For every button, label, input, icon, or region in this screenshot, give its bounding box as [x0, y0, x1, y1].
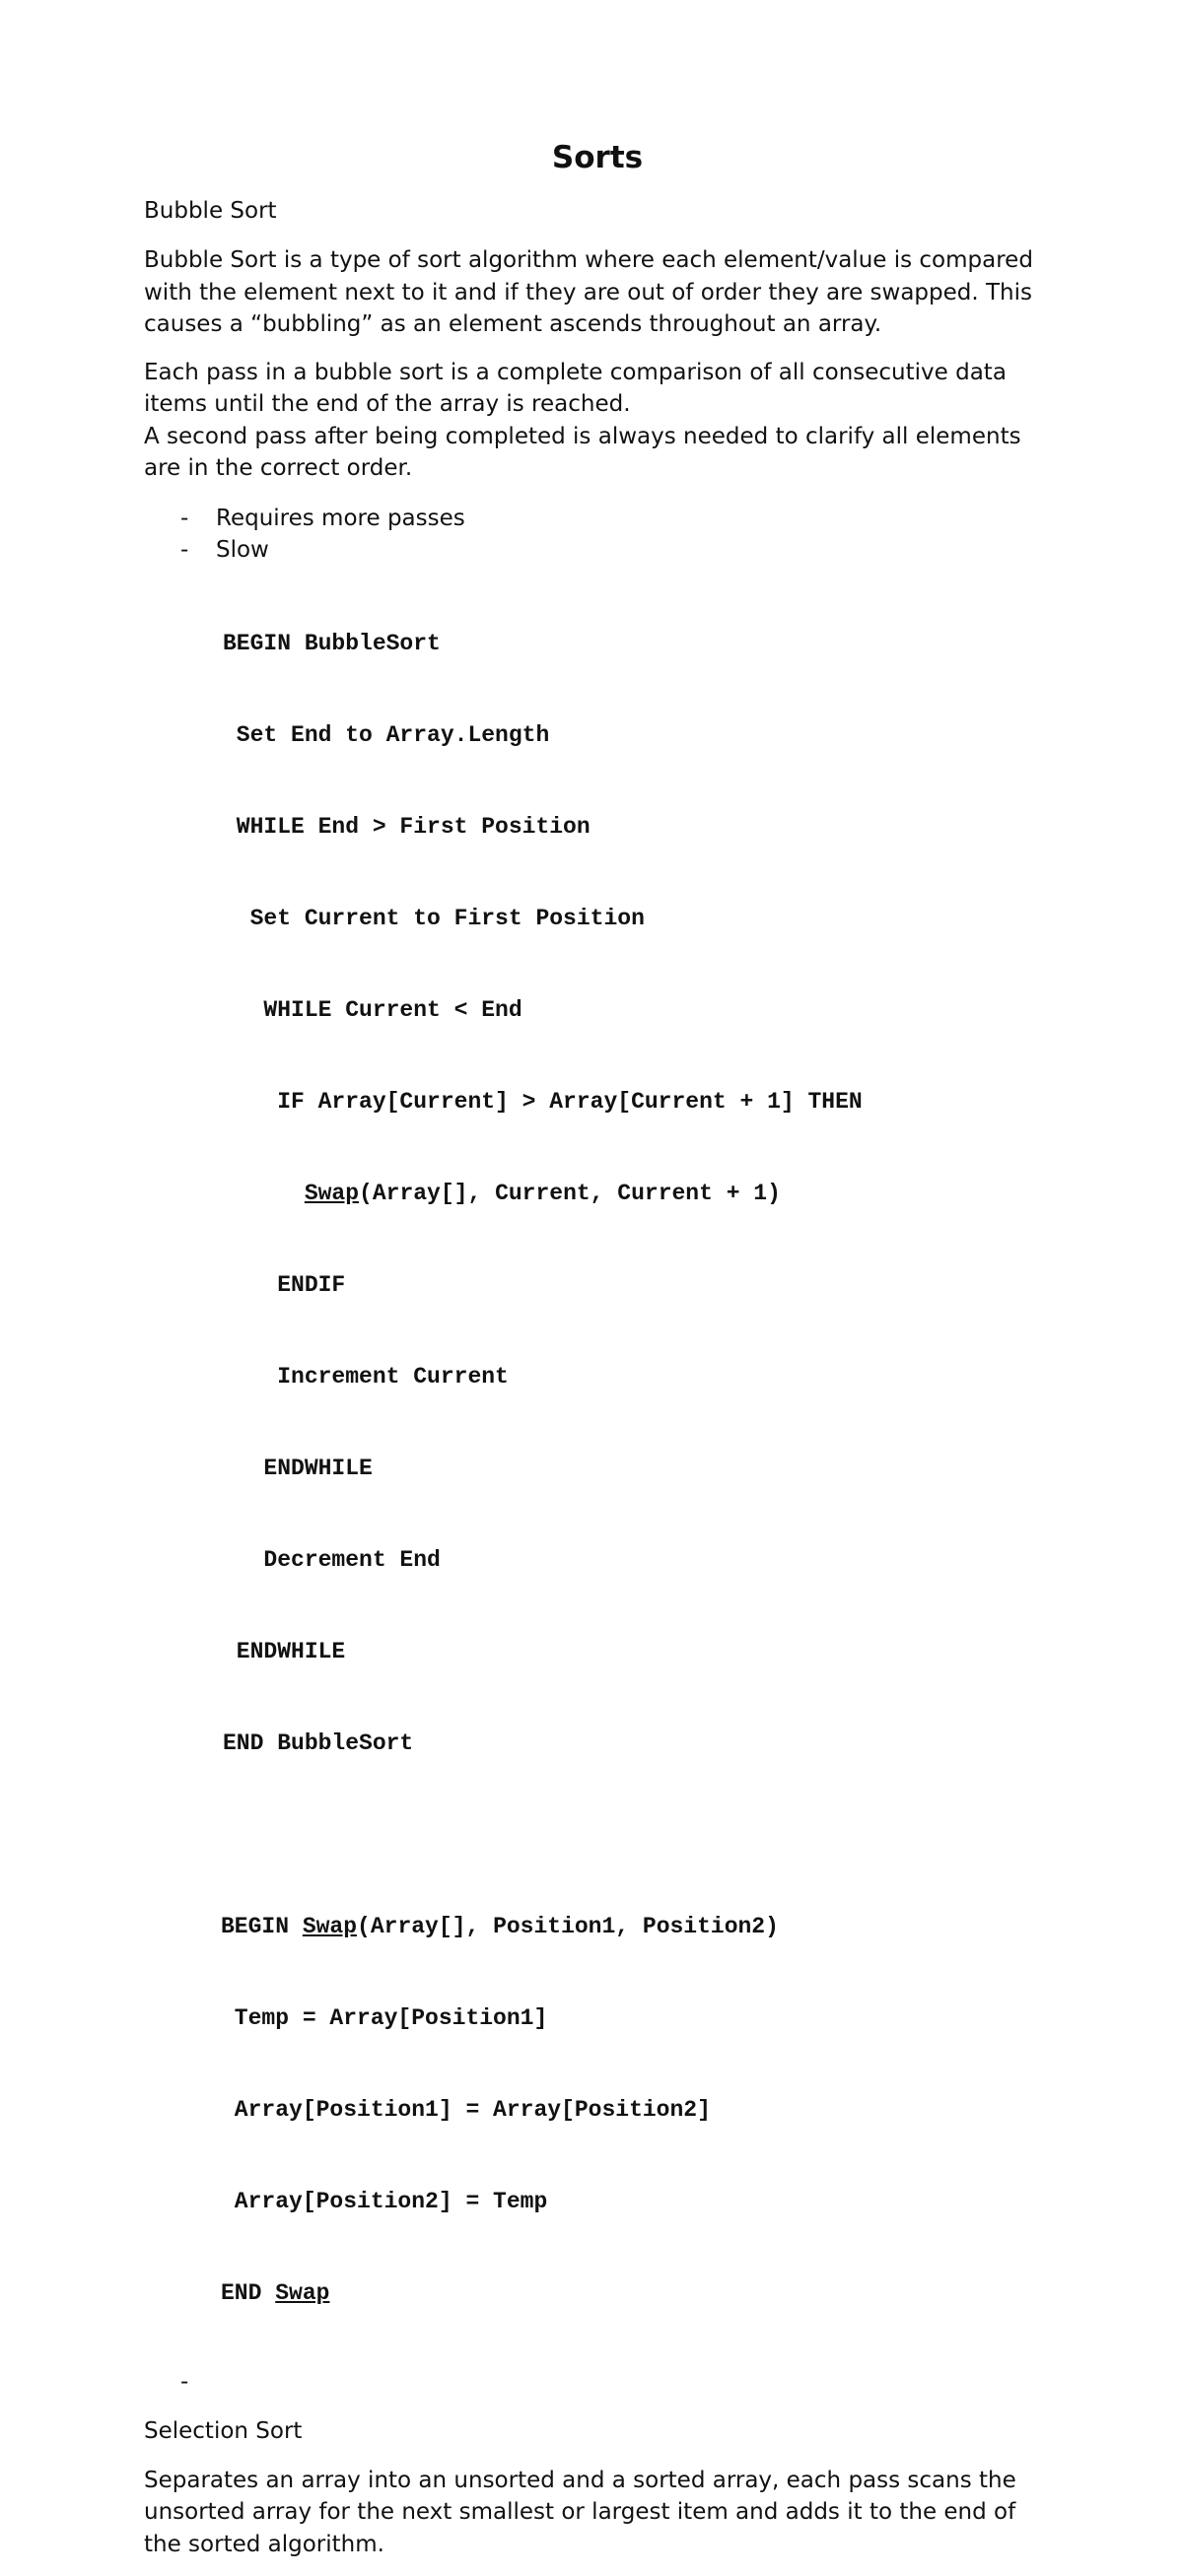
bubble-sort-description: Bubble Sort is a type of sort algorithm where each element/value is compared with the element next to it and if they are out of order they are swapped. This causes a “bubbling” as an element ascends throughout an array. — [144, 247, 1033, 337]
code-line: WHILE End > First Position — [223, 813, 591, 840]
swap-args: (Array[], Current, Current + 1) — [359, 1180, 781, 1206]
page-title: Sorts — [551, 140, 644, 175]
code-line — [223, 1179, 1051, 1209]
swap-pseudocode — [221, 1851, 1051, 2370]
bullet-marker: - — [180, 536, 189, 563]
code-indent — [223, 1181, 305, 1206]
code-line: Increment Current — [223, 1363, 509, 1390]
code-line: END BubbleSort — [223, 1729, 414, 1756]
code-line: ENDIF — [223, 1271, 346, 1298]
swap-name: Swap — [275, 2279, 330, 2306]
bubble-sort-pseudocode — [223, 568, 1051, 1820]
list-item — [144, 503, 1051, 534]
swap-name: Swap — [302, 1913, 358, 1939]
code-line — [221, 1912, 1051, 1942]
bubble-sort-heading: Bubble Sort — [144, 198, 277, 224]
code-keyword: BEGIN — [221, 1913, 303, 1939]
code-line: Set End to Array.Length — [223, 721, 550, 748]
code-line: Decrement End — [223, 1546, 441, 1573]
bullet-marker: - — [180, 505, 189, 531]
bubble-sort-second-pass-note: A second pass after being completed is always needed to clarify all elements are in the correct order. — [144, 423, 1021, 481]
list-item — [144, 534, 1051, 566]
code-line: Array[Position2] = Temp — [221, 2188, 548, 2214]
code-line: IF Array[Current] > Array[Current + 1] THEN — [223, 1088, 863, 1115]
selection-sort-description: Separates an array into an unsorted and a sorted array, each pass scans the unsorted array for the next smallest or largest item and adds it to the end of the sorted algorithm. — [144, 2467, 1016, 2557]
selection-sort-section — [144, 2415, 1051, 2561]
bullet-text: Requires more passes — [216, 505, 465, 531]
code-line: ENDWHILE — [223, 1455, 373, 1481]
bullet-text: Slow — [216, 536, 269, 563]
empty-bullet-marker: - — [180, 2368, 189, 2395]
code-line: Set Current to First Position — [223, 905, 645, 931]
code-line — [221, 2278, 1051, 2309]
swap-call: Swap — [304, 1180, 360, 1206]
code-line: Temp = Array[Position1] — [221, 2004, 548, 2031]
code-line: Array[Position1] = Array[Position2] — [221, 2096, 711, 2123]
code-line: BEGIN BubbleSort — [223, 630, 441, 656]
code-line: ENDWHILE — [223, 1638, 346, 1664]
bubble-sort-bullet-list — [144, 503, 1051, 566]
code-keyword: END — [221, 2279, 276, 2306]
swap-params: (Array[], Position1, Position2) — [357, 1913, 779, 1939]
document-page — [144, 138, 1051, 2576]
bubble-sort-pass-description: Each pass in a bubble sort is a complete comparison of all consecutive data items until the end of the array is reached. — [144, 359, 1007, 417]
selection-sort-heading: Selection Sort — [144, 2417, 303, 2444]
code-line: WHILE Current < End — [223, 996, 522, 1023]
